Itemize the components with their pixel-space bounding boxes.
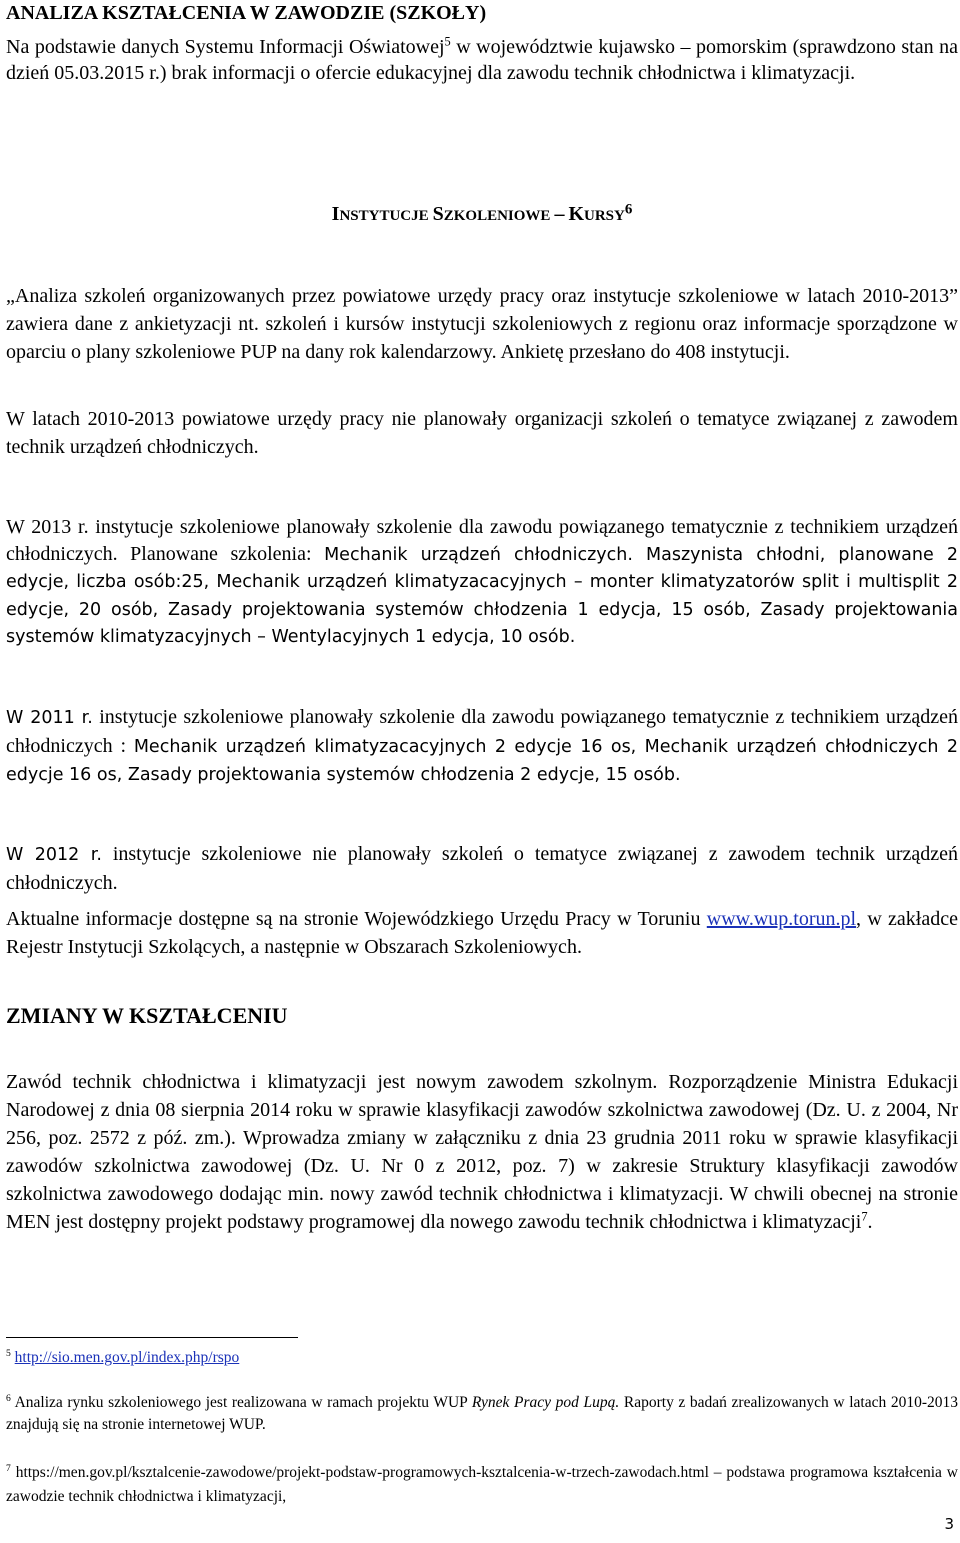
heading-w1-initial: I bbox=[331, 203, 340, 225]
section-title bbox=[6, 0, 958, 26]
year-2011-text: instytucje szkoleniowe planowały szkolenie dla zawodu powiązanego tematycznie z technikiem urządzeń chłodniczych : bbox=[6, 706, 958, 757]
footnote-6-text-end: Raporty z badań zrealizowanych w latach 2010-2013 znajdują się na stronie internetowej WUP. bbox=[6, 1394, 958, 1433]
footnote-5-number: 5 bbox=[6, 1347, 11, 1359]
heading-w3-initial: K bbox=[568, 203, 585, 225]
changes-heading bbox=[6, 1002, 958, 1030]
year-2013-trainings: Mechanik urządzeń chłodniczych. Maszynista chłodni, planowane 2 edycje, liczba osób:25, Mechanik urządzeń klimatyzacacyjnych – monter klimatyzatorów split i multisplit 2 edycje, 20 osób, Zasady projektowania systemów chłodzenia 1 edycja, 15 osób, Zasady projektowania systemów klimatyzacyjnych – Wentylacyjnych 1 edycja, 10 osób. bbox=[6, 544, 958, 647]
info-paragraph bbox=[6, 906, 958, 961]
survey-paragraph: „Analiza szkoleń organizowanych przez powiatowe urzędy pracy oraz instytucje szkoleniowe w latach 2010-2013” zawiera dane z ankietyzacji nt. szkoleń i kursów instytucji szkoleniowych z regionu oraz informacje sporządzone w oparciu o plany szkoleniowe PUP na dany rok kalendarzowy. Ankietę przesłano do 408 instytucji. bbox=[6, 285, 958, 363]
heading-dash: – bbox=[554, 203, 565, 225]
footnote-separator bbox=[6, 1337, 298, 1338]
footnote-6-text: Analiza rynku szkoleniowego jest realizowana w ramach projektu WUP bbox=[14, 1394, 472, 1411]
page-number: 3 bbox=[944, 1515, 954, 1533]
footnote-ref-6: 6 bbox=[624, 201, 633, 218]
changes-heading-text: ZMIANY W KSZTAŁCENIU bbox=[6, 1003, 288, 1028]
footnote-5-link[interactable]: http://sio.men.gov.pl/index.php/rspo bbox=[14, 1349, 240, 1366]
year-2011-label: W 2011 r. bbox=[6, 708, 93, 728]
heading-w2-initial: S bbox=[432, 203, 444, 225]
footnote-6 bbox=[6, 1392, 958, 1436]
pup-paragraph: W latach 2010-2013 powiatowe urzędy pracy nie planowały organizacji szkoleń o tematyce związanej z zawodem technik urządzeń chłodniczych. bbox=[6, 408, 958, 458]
footnote-7-number: 7 bbox=[6, 1462, 11, 1474]
footnote-ref-7: 7 bbox=[861, 1209, 868, 1224]
changes-paragraph bbox=[6, 1068, 958, 1236]
intro-text-a: Na podstawie danych Systemu Informacji Oświatowej bbox=[6, 36, 445, 58]
year-2011-paragraph bbox=[6, 704, 958, 790]
footnote-5 bbox=[6, 1347, 958, 1369]
year-2012-label: W 2012 r. bbox=[6, 845, 102, 865]
section-title-text: ANALIZA KSZTAŁCENIA W ZAWODZIE (SZKOŁY) bbox=[6, 2, 487, 24]
footnote-7-text: https://men.gov.pl/ksztalcenie-zawodowe/projekt-podstaw-programowych-ksztalcenia-w-trzech-zawodach.html – podstawa programowa kształcenia w zawodzie technik chłodnictwa i klimatyzacji, bbox=[6, 1464, 959, 1505]
footnote-7 bbox=[6, 1461, 958, 1509]
year-2012-paragraph bbox=[6, 840, 958, 897]
year-2013-paragraph bbox=[6, 514, 958, 651]
wup-link[interactable]: www.wup.torun.pl bbox=[706, 908, 857, 930]
changes-text-end: . bbox=[867, 1211, 873, 1233]
footnote-6-project: Rynek Pracy pod Lupą. bbox=[471, 1394, 620, 1411]
changes-text: Zawód technik chłodnictwa i klimatyzacji jest nowym zawodem szkolnym. Rozporządzenie Ministra Edukacji Narodowej z dnia 08 sierpnia 2014 roku w sprawie klasyfikacji zawodów szkolnictwa zawodowej (Dz. U. z 2004, Nr 256, poz. 2572 z póź. zm.). Wprowadza zmiany w załączniku z dnia 23 grudnia 2011 roku w sprawie klasyfikacji zawodów szkolnictwa zawodowej (Dz. U. Nr 0 z 2012, poz. 7) w zakresie Struktury klasyfikacji zawodów szkolnictwa zawodowego dodając min. nowy zawód technik chłodnictwa i klimatyzacji. W chwili obecnej na stronie MEN jest dostępny projekt podstawy programowej dla nowego zawodu technik chłodnictwa i klimatyzacji bbox=[6, 1071, 958, 1233]
info-text-b: , w zakładce Rejestr Instytucji Szkolących, a następnie w Obszarach Szkoleniowych. bbox=[6, 908, 958, 958]
heading-w3-rest: URSY bbox=[584, 208, 625, 224]
intro-paragraph bbox=[6, 34, 958, 86]
year-2011-trainings: Mechanik urządzeń klimatyzacacyjnych 2 edycje 16 os, Mechanik urządzeń chłodniczych 2 edycje 16 os, Zasady projektowania systemów chłodzenia 2 edycje, 15 osób. bbox=[6, 736, 958, 785]
intro-text-b: w województwie kujawsko – pomorskim (sprawdzono stan na dzień 05.03.2015 r.) brak informacji o ofercie edukacyjnej dla zawodu technik chłodnictwa i klimatyzacji. bbox=[6, 36, 958, 84]
heading-w2-rest: ZKOLENIOWE bbox=[443, 208, 551, 224]
year-2012-text: instytucje szkoleniowe nie planowały szkoleń o tematyce związanej z zawodem technik urządzeń chłodniczych. bbox=[6, 843, 959, 894]
year-2013-text: W 2013 r. instytucje szkoleniowe planowały szkolenie dla zawodu powiązanego tematycznie z technikiem urządzeń chłodniczych. Planowane szkolenia: bbox=[6, 516, 958, 565]
heading-w1-rest: NSTYTUCJE bbox=[339, 208, 429, 224]
footnote-ref-5: 5 bbox=[444, 34, 451, 49]
info-text-a: Aktualne informacje dostępne są na stronie Wojewódzkiego Urzędu Pracy w Toruniu bbox=[6, 908, 707, 930]
institutions-heading bbox=[6, 199, 958, 231]
footnote-6-number: 6 bbox=[6, 1392, 11, 1404]
